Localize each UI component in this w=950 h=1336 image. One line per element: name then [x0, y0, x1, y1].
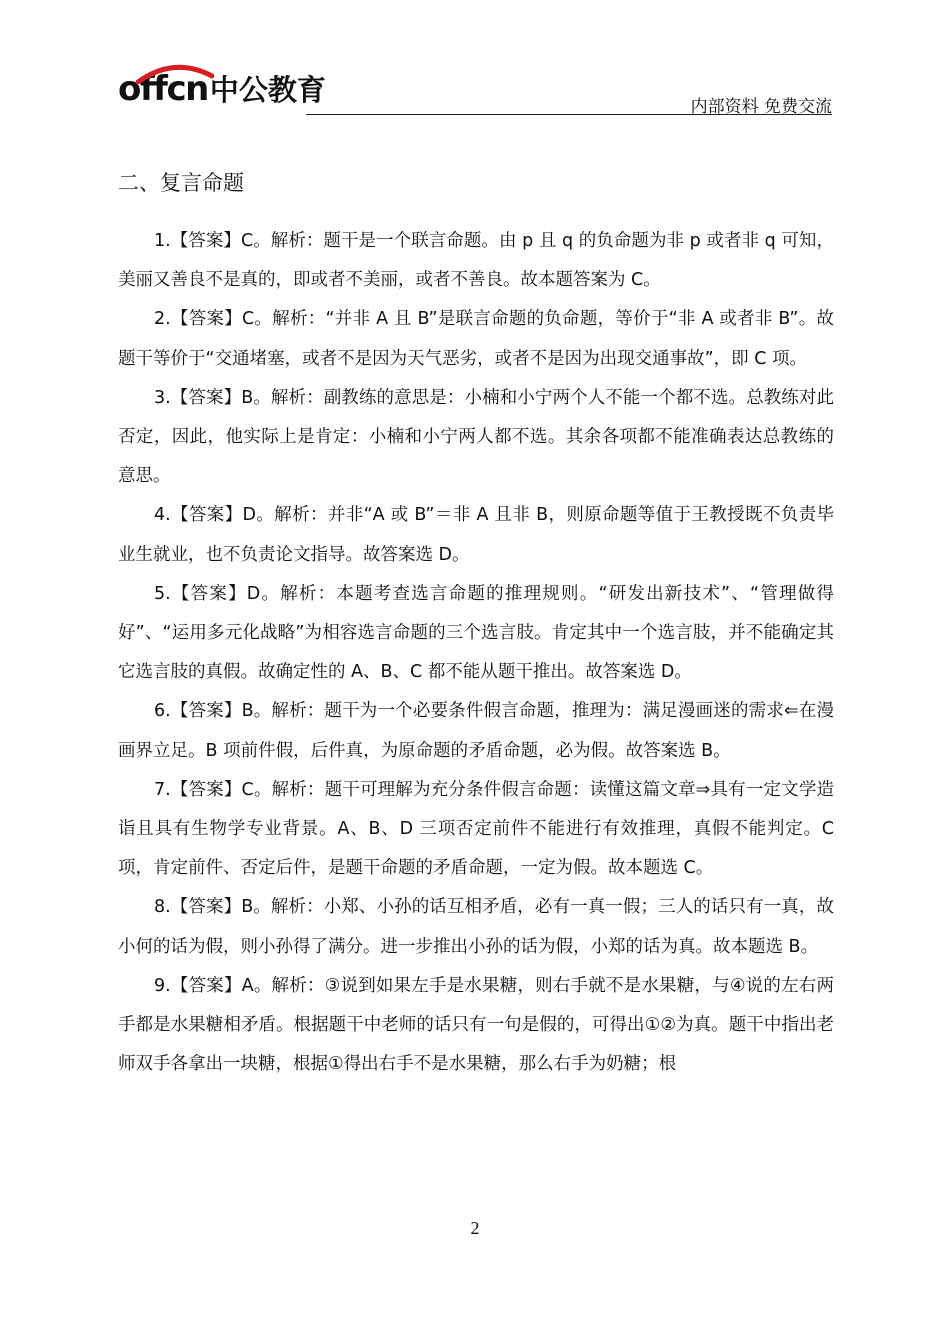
answer-paragraph-4: 4.【答案】D。解析：并非“A 或 B”＝非 A 且非 B，则原命题等值于王教授既不负责毕业生就业，也不负责论文指导。故答案选 D。 — [118, 505, 834, 565]
answer-paragraph-1: 1.【答案】C。解析：题干是一个联言命题。由 p 且 q 的负命题为非 p 或者非 q 可知，美丽又善良不是真的，即或者不美丽，或者不善良。故本题答案为 C。 — [118, 231, 834, 291]
logo-arc-icon — [134, 62, 214, 84]
answer-list — [118, 222, 834, 1084]
answer-paragraph-5: 5.【答案】D。解析：本题考查选言命题的推理规则。“研发出新技术”、“管理做得好”、“运用多元化战略”为相容选言命题的三个选言肢。肯定其中一个选言肢，并不能确定其它选言肢的真假。故确定性的 A、B、C 都不能从题干推出。故答案选 D。 — [118, 583, 834, 683]
answer-paragraph-7: 7.【答案】C。解析：题干可理解为充分条件假言命题：读懂这篇文章⇒具有一定文学造诣且具有生物学专业背景。A、B、D 三项否定前件不能进行有效推理，真假不能判定。C 项，肯定前件、否定后件，是题干命题的矛盾命题，一定为假。故本题选 C。 — [118, 779, 834, 879]
answer-paragraph-2: 2.【答案】C。解析：“并非 A 且 B”是联言命题的负命题，等价于“非 A 或者非 B”。故题干等价于“交通堵塞，或者不是因为天气恶劣，或者不是因为出现交通事故”，即 C 项。 — [118, 309, 834, 369]
page-number: 2 — [470, 1218, 480, 1238]
offcn-logo — [118, 68, 326, 112]
page-header — [118, 66, 832, 118]
answer-paragraph-8: 8.【答案】B。解析：小郑、小孙的话互相矛盾，必有一真一假；三人的话只有一真，故小何的话为假，则小孙得了满分。进一步推出小孙的话为假，小郑的话为真。故本题选 B。 — [118, 897, 834, 957]
header-note: 内部资料 免费交流 — [690, 97, 832, 117]
logo-chinese-text: 中公教育 — [209, 73, 326, 107]
answer-paragraph-3: 3.【答案】B。解析：副教练的意思是：小楠和小宁两个人不能一个都不选。总教练对此否定，因此，他实际上是肯定：小楠和小宁两人都不选。其余各项都不能准确表达总教练的意思。 — [118, 387, 834, 487]
logo-latin-text: offcn — [118, 69, 208, 109]
answer-paragraph-9: 9.【答案】A。解析：③说到如果左手是水果糖，则右手就不是水果糖，与④说的左右两手都是水果糖相矛盾。根据题干中老师的话只有一句是假的，可得出①②为真。题干中指出老师双手各拿出一块糖，根据①得出右手不是水果糖，那么右手为奶糖；根 — [118, 975, 834, 1075]
answer-paragraph-6: 6.【答案】B。解析：题干为一个必要条件假言命题，推理为：满足漫画迷的需求⇐在漫画界立足。B 项前件假，后件真，为原命题的矛盾命题，必为假。故答案选 B。 — [118, 701, 834, 761]
section-title: 二、复言命题 — [118, 171, 244, 195]
